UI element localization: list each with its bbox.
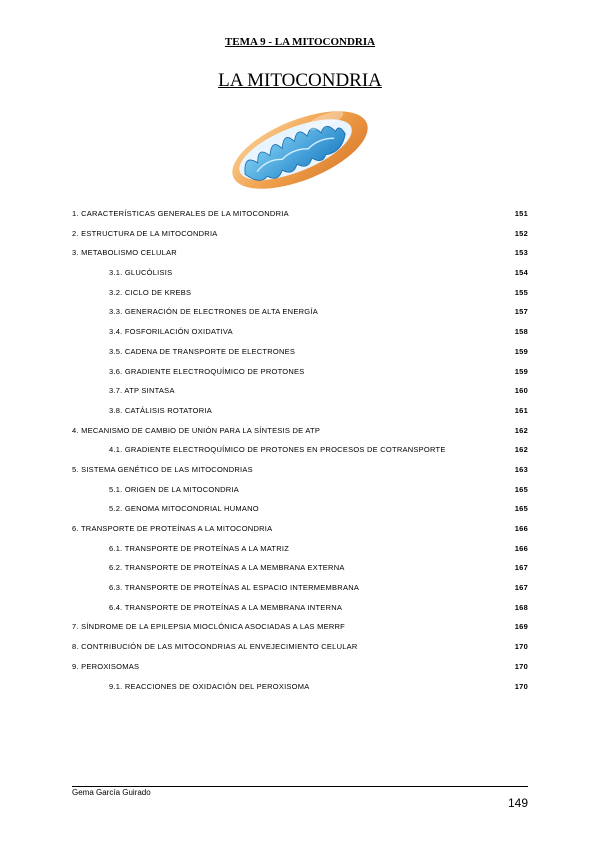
toc-entry-page: 159 (514, 346, 528, 356)
toc-entry-title: 4.1. GRADIENTE ELECTROQUÍMICO DE PROTONES EN PROCESOS DE COTRANSPORTE (109, 445, 446, 455)
toc-entry-title: 3.5. CADENA DE TRANSPORTE DE ELECTRONES (109, 346, 296, 356)
toc-entry[interactable] (72, 445, 528, 465)
toc-entry-title: 3.4. FOSFORILACIÓN OXIDATIVA (109, 327, 233, 337)
footer-divider (72, 786, 528, 787)
toc-entry-page: 166 (514, 543, 528, 553)
toc-entry-page: 167 (514, 583, 528, 593)
toc-entry-page: 170 (514, 681, 528, 691)
toc-entry[interactable] (72, 622, 528, 642)
toc-entry-title: 3.8. CATÁLISIS ROTATORIA (109, 405, 212, 415)
toc-entry-page: 157 (514, 307, 528, 317)
toc-entry-page: 158 (514, 327, 528, 337)
toc-entry[interactable] (72, 406, 528, 426)
toc-entry[interactable] (72, 386, 528, 406)
toc-entry-title: 3.2. CICLO DE KREBS (109, 287, 192, 297)
toc-entry-page: 163 (514, 464, 528, 474)
toc-entry-title: 3.7. ATP SINTASA (109, 386, 175, 396)
toc-entry-title: 6.1. TRANSPORTE DE PROTEÍNAS A LA MATRIZ (109, 543, 290, 553)
toc-entry-title: 5.2. GENOMA MITOCONDRIAL HUMANO (109, 504, 259, 514)
toc-entry-page: 161 (514, 405, 528, 415)
toc-entry[interactable] (72, 327, 528, 347)
toc-entry-page: 170 (514, 661, 528, 671)
toc-entry-page: 153 (514, 248, 528, 258)
chapter-header: TEMA 9 - LA MITOCONDRIA (224, 36, 376, 48)
toc-entry[interactable] (72, 583, 528, 603)
toc-entry[interactable] (72, 426, 528, 446)
page-number: 149 (507, 796, 528, 810)
toc-entry-page: 169 (514, 622, 528, 632)
toc-entry-title: 1. CARACTERÍSTICAS GENERALES DE LA MITOCONDRIA (72, 209, 289, 218)
toc-entry-page: 170 (514, 642, 528, 652)
toc-entry[interactable] (72, 603, 528, 623)
toc-entry[interactable] (72, 524, 528, 544)
toc-entry-page: 168 (514, 602, 528, 612)
toc-entry-title: 3.3. GENERACIÓN DE ELECTRONES DE ALTA ENERGÍA (109, 307, 318, 317)
toc-entry-title: 7. SÍNDROME DE LA EPILEPSIA MIOCLÓNICA ASOCIADAS A LAS MERRF (72, 622, 345, 632)
toc-entry-page: 152 (514, 228, 528, 238)
toc-entry[interactable] (72, 307, 528, 327)
toc-entry-title: 6.4. TRANSPORTE DE PROTEÍNAS A LA MEMBRANA INTERNA (109, 602, 343, 612)
toc-entry-title: 9. PEROXISOMAS (72, 661, 140, 671)
toc-entry[interactable] (72, 268, 528, 288)
toc-entry[interactable] (72, 367, 528, 387)
toc-entry[interactable] (72, 288, 528, 308)
toc-entry-page: 167 (514, 563, 528, 573)
table-of-contents (72, 209, 528, 701)
toc-entry-page: 162 (514, 445, 528, 455)
toc-entry-title: 6. TRANSPORTE DE PROTEÍNAS A LA MITOCONDRIA (72, 524, 273, 533)
toc-entry[interactable] (72, 229, 528, 249)
toc-entry[interactable] (72, 347, 528, 367)
toc-entry-page: 160 (514, 386, 528, 396)
toc-entry[interactable] (72, 662, 528, 682)
toc-entry[interactable] (72, 504, 528, 524)
toc-entry-title: 6.3. TRANSPORTE DE PROTEÍNAS AL ESPACIO INTERMEMBRANA (109, 583, 360, 593)
toc-entry[interactable] (72, 544, 528, 564)
toc-entry-title: 2. ESTRUCTURA DE LA MITOCONDRIA (72, 228, 218, 238)
toc-entry-title: 3.6. GRADIENTE ELECTROQUÍMICO DE PROTONES (109, 366, 305, 376)
toc-entry[interactable] (72, 642, 528, 662)
footer-author: Gema García Guirado (72, 788, 151, 797)
toc-entry-page: 155 (514, 287, 528, 297)
toc-entry-title: 9.1. REACCIONES DE OXIDACIÓN DEL PEROXISOMA (109, 681, 310, 691)
toc-entry[interactable] (72, 209, 528, 229)
toc-entry[interactable] (72, 563, 528, 583)
toc-entry-title: 4. MECANISMO DE CAMBIO DE UNIÓN PARA LA SÍNTESIS DE ATP (72, 425, 321, 435)
toc-entry[interactable] (72, 465, 528, 485)
toc-entry-title: 3.1. GLUCÓLISIS (109, 268, 173, 278)
toc-entry[interactable] (72, 485, 528, 505)
toc-entry-page: 165 (514, 484, 528, 494)
toc-entry-title: 5.1. ORIGEN DE LA MITOCONDRIA (109, 484, 240, 494)
toc-entry[interactable] (72, 682, 528, 702)
toc-entry-page: 166 (514, 524, 528, 533)
toc-entry-title: 8. CONTRIBUCIÓN DE LAS MITOCONDRIAS AL ENVEJECIMIENTO CELULAR (72, 642, 358, 652)
toc-entry-page: 159 (514, 366, 528, 376)
toc-entry-page: 151 (514, 209, 528, 218)
toc-entry-title: 5. SISTEMA GENÉTICO DE LAS MITOCONDRIAS (72, 464, 253, 474)
toc-entry-page: 165 (514, 504, 528, 514)
page-title: LA MITOCONDRIA (218, 70, 382, 91)
toc-entry-title: 3. METABOLISMO CELULAR (72, 248, 177, 258)
toc-entry-page: 162 (514, 425, 528, 435)
toc-entry-page: 154 (514, 268, 528, 278)
toc-entry[interactable] (72, 248, 528, 268)
mitochondria-illustration (226, 102, 374, 192)
toc-entry-title: 6.2. TRANSPORTE DE PROTEÍNAS A LA MEMBRANA EXTERNA (109, 563, 345, 573)
